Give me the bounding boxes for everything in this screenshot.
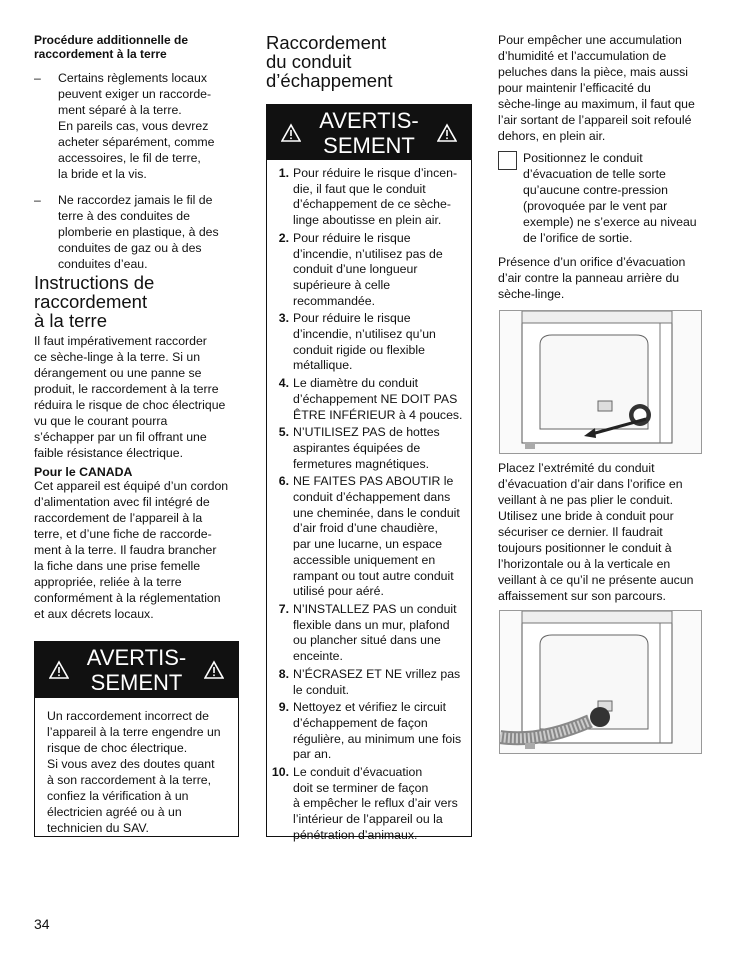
list-item: 10. Le conduit d’évacuation doit se terminer de façon à empêcher le reflux d’air vers l’intérieur de l’appareil ou la pénétration d’animaux. [271, 765, 458, 842]
heading-exhaust: Raccordement du conduit d’échappement [266, 32, 393, 91]
dryer-duct-connected-figure [499, 610, 702, 754]
list-item: 3. Pour réduire le risque d’incendie, n’utilisez qu’un conduit rigide ou flexible métallique. [278, 311, 436, 373]
dryer-illustration [500, 611, 701, 753]
heading-grounding: Instructions de raccordement à la terre [34, 272, 155, 331]
section-title: Procédure additionnelle de raccordement à la terre [34, 33, 189, 61]
warning-triangle-icon [204, 660, 224, 680]
warning-title: AVERTIS- SEMENT [319, 107, 419, 158]
warning-title: AVERTIS- SEMENT [86, 645, 187, 695]
warning-header [267, 105, 471, 160]
presence-text: Présence d’un orifice d’évacuation d’air contre la panneau arrière du sèche-linge. [498, 255, 686, 301]
warning-box-grounding [34, 641, 239, 837]
dryer-illustration [500, 311, 701, 453]
bullet-list [34, 70, 244, 282]
list-item: 9. Nettoyez et vérifiez le circuit d’échappement de façon régulière, au minimum une fois par an. [278, 700, 462, 762]
canada-text: Cet appareil est équipé d’un cordon d’alimentation avec fil intégré de raccordement de l’appareil à la terre, et d’une fiche de raccorde- ment à la terre. Il faudra brancher la fiche dans une prise femelle appropriée, reliée à la terre conformément à la réglementation et aux décrets locaux. [34, 479, 229, 621]
exhaust-intro: Pour empêcher une accumulation d’humidité et l’accumulation de peluches dans la pièce, mais aussi pour maintenir l’efficacité du sèche-linge au maximum, il faut que l’air sortant de l’appareil soit refoulé dehors, en plein air. [498, 33, 695, 143]
warning-triangle-icon [281, 123, 301, 143]
checklist-item [498, 150, 726, 246]
list-item: 6. NE FAITES PAS ABOUTIR le conduit d’échappement dans une cheminée, dans le conduit d’air froid d’une chaudière, par une lucarne, un espace accessible uniquement en rampant ou tout autre conduit utilisé pour aéré. [278, 474, 460, 599]
placement-text: Placez l’extrémité du conduit d’évacuation d’air dans l’orifice en veillant à ne pas plier le conduit. Utilisez une bride à conduit pour sécuriser ce dernier. Il faudrait toujours positionner le conduit à l’horizontale ou à la verticale en veillant à ce qu’il ne présente aucun affaissement sur son parcours. [498, 461, 694, 603]
grounding-intro: Il faut impérativement raccorder ce sèche-linge à la terre. Si un dérangement ou une panne se produit, le raccordement à la terre réduira le risque de choc électrique vu que le courant pourra s’échapper par un fil offrant une faible résistance électrique. [34, 334, 226, 460]
list-item: – Ne raccordez jamais le fil de terre à des conduites de plomberie en plastique, à des conduites de gaz ou à des conduites d’eau. [34, 193, 219, 271]
list-item: 1. Pour réduire le risque d’incen- die, il faut que le conduit d’échappement de ce sèche- linge aboutisse en plein air. [278, 166, 458, 228]
warning-list [269, 166, 465, 844]
canada-title: Pour le CANADA [34, 465, 133, 479]
warning-text: Un raccordement incorrect de l’appareil à la terre engendre un risque de choc électrique. Si vous avez des doutes quant à son raccordement à la terre, confiez la vérification à un électricien agréé ou à un technicien du SAV. [47, 709, 221, 835]
checklist-text: Positionnez le conduit d’évacuation de telle sorte qu’aucune contre-pression (provoquée par le vent par exemple) ne s’exerce au niveau de l’orifice de sortie. [523, 151, 697, 245]
dryer-rear-vent-figure [499, 310, 702, 454]
checkbox[interactable] [498, 151, 517, 170]
page-number: 34 [34, 916, 50, 932]
list-item: 4. Le diamètre du conduit d’échappement NE DOIT PAS ÊTRE INFÉRIEUR à 4 pouces. [278, 376, 463, 422]
list-item: – Certains règlements locaux peuvent exiger un raccorde- ment séparé à la terre. En pareils cas, vous devrez acheter séparément, comme accessoires, le fil de terre, la bride et la vis. [34, 71, 215, 181]
list-item: 2. Pour réduire le risque d’incendie, n’utilisez pas de conduit d’une longueur supérieure à celle recommandée. [278, 230, 443, 308]
list-item: 8. N’ÉCRASEZ ET NE vrillez pas le conduit. [278, 666, 461, 697]
list-item: 5. N’UTILISEZ PAS de hottes aspirantes équipées de fermetures magnétiques. [278, 425, 440, 471]
warning-header [35, 642, 238, 698]
warning-triangle-icon [437, 123, 457, 143]
warning-triangle-icon [49, 660, 69, 680]
list-item: 7. N’INSTALLEZ PAS un conduit flexible dans un mur, plafond ou plancher situé dans une enceinte. [278, 601, 457, 664]
warning-box-exhaust [266, 104, 472, 842]
